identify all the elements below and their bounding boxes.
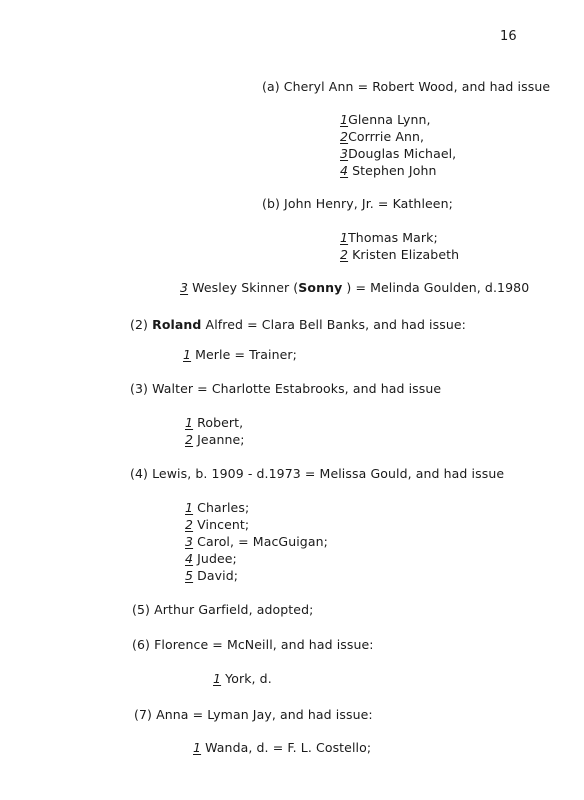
child-name: Robert, [193, 415, 244, 430]
child-number: 4 [340, 163, 349, 178]
entry-text-pre: (2) [130, 317, 153, 332]
child-number: 2 [185, 432, 194, 447]
child-name: Corrrie Ann, [348, 129, 425, 144]
child-item [185, 568, 238, 584]
child-number: 1 [183, 347, 192, 362]
child-item [340, 129, 424, 145]
entry-text: (6) Florence = McNeill, and had issue: [132, 637, 374, 652]
child-name: Merle = Trainer; [191, 347, 297, 362]
child-item [183, 347, 297, 363]
entry-text: (4) Lewis, b. 1909 - d.1973 = Melissa Gould, and had issue [130, 466, 505, 481]
child-name: York, d. [221, 671, 272, 686]
child-item [185, 551, 237, 567]
entry-nickname: Sonny [298, 280, 343, 295]
child-name: Wanda, d. = F. L. Costello; [201, 740, 372, 755]
child-name: Carol, = MacGuigan; [193, 534, 328, 549]
child-item [185, 415, 243, 431]
child-number: 2 [340, 247, 349, 262]
child-name: Douglas Michael, [348, 146, 457, 161]
entry-text: (5) Arthur Garfield, adopted; [132, 602, 314, 617]
child-name: David; [193, 568, 239, 583]
child-item [340, 247, 459, 263]
entry-number: 3 [180, 280, 189, 295]
child-item [213, 671, 272, 687]
entry-text-post: Alfred = Clara Bell Banks, and had issue: [201, 317, 466, 332]
child-number: 2 [340, 129, 349, 144]
child-item [185, 534, 328, 550]
child-number: 1 [185, 500, 194, 515]
child-number: 1 [185, 415, 194, 430]
entry-anna [134, 707, 373, 723]
child-number: 4 [185, 551, 194, 566]
child-number: 1 [213, 671, 222, 686]
child-number: 1 [340, 230, 349, 245]
page-number: 16 [500, 29, 517, 44]
entry-text: (a) Cheryl Ann = Robert Wood, and had issue [262, 79, 551, 94]
entry-text: (7) Anna = Lyman Jay, and had issue: [134, 707, 373, 722]
entry-text: (b) John Henry, Jr. = Kathleen; [262, 196, 453, 211]
entry-text-post: ) = Melinda Goulden, d.1980 [342, 280, 530, 295]
child-item [193, 740, 371, 756]
entry-john-henry [262, 196, 453, 212]
entry-wesley-skinner [180, 280, 529, 296]
child-name: Charles; [193, 500, 250, 515]
entry-lewis [130, 466, 504, 482]
child-number: 2 [185, 517, 194, 532]
entry-name-bold: Roland [152, 317, 202, 332]
child-item [185, 432, 245, 448]
child-item [340, 146, 456, 162]
entry-florence [132, 637, 374, 653]
entry-text-pre: Wesley Skinner ( [188, 280, 299, 295]
child-item [185, 517, 249, 533]
entry-text: (3) Walter = Charlotte Estabrooks, and had issue [130, 381, 442, 396]
child-item [340, 112, 431, 128]
child-number: 1 [193, 740, 202, 755]
entry-arthur [132, 602, 313, 618]
child-name: Kristen Elizabeth [348, 247, 460, 262]
child-number: 3 [185, 534, 194, 549]
child-name: Stephen John [348, 163, 437, 178]
child-name: Judee; [193, 551, 237, 566]
child-number: 1 [340, 112, 349, 127]
child-name: Vincent; [193, 517, 250, 532]
entry-walter [130, 381, 441, 397]
child-number: 5 [185, 568, 194, 583]
child-number: 3 [340, 146, 349, 161]
child-item [340, 230, 438, 246]
child-name: Thomas Mark; [348, 230, 438, 245]
entry-roland [130, 317, 466, 333]
child-name: Jeanne; [193, 432, 245, 447]
child-name: Glenna Lynn, [348, 112, 431, 127]
entry-cheryl-ann [262, 79, 550, 95]
child-item [185, 500, 249, 516]
child-item [340, 163, 436, 179]
